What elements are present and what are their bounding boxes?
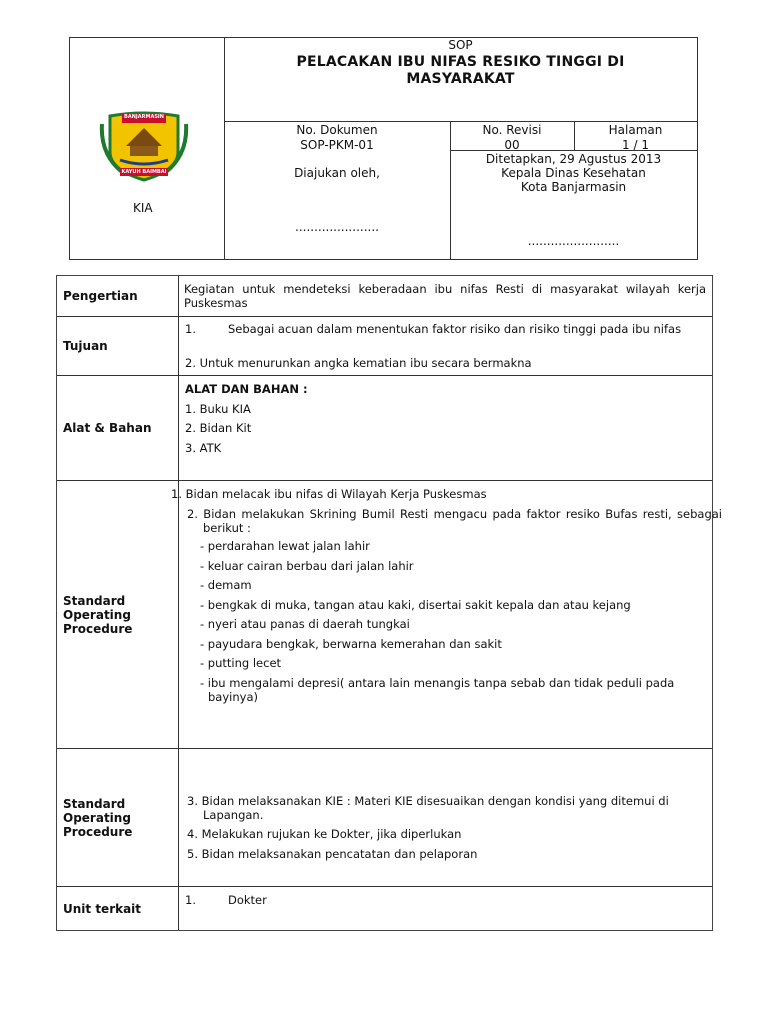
label-sop-2-line1: Standard bbox=[63, 797, 126, 811]
ditetapkan-line2: Kepala Dinas Kesehatan bbox=[501, 166, 646, 180]
label-unit-terkait: Unit terkait bbox=[63, 902, 142, 916]
sop-body-table bbox=[56, 275, 722, 931]
alat-item-3: 3. ATK bbox=[185, 441, 222, 455]
document-title-line2: MASYARAKAT bbox=[406, 71, 515, 87]
unit-item1: Dokter bbox=[228, 893, 267, 907]
no-revisi-value: 00 bbox=[504, 138, 520, 152]
sop-step-1: 1. Bidan melacak ibu nifas di Wilayah Kerja Puskesmas bbox=[171, 487, 487, 501]
label-sop-1-line3: Procedure bbox=[63, 622, 133, 636]
sop-step-4: 4. Melakukan rujukan ke Dokter, jika diperlukan bbox=[187, 827, 462, 841]
unit-kia: KIA bbox=[133, 201, 153, 215]
sop-sign-3: - demam bbox=[200, 578, 252, 592]
sop-sign-1: - perdarahan lewat jalan lahir bbox=[200, 539, 370, 553]
diajukan-label: Diajukan oleh, bbox=[294, 166, 380, 180]
label-sop-2-line3: Procedure bbox=[63, 825, 133, 839]
halaman-value: 1 / 1 bbox=[622, 138, 649, 152]
pengertian-text: Kegiatan untuk mendeteksi keberadaan ibu nifas Resti di masyarakat wilayah kerja Puskesmas bbox=[184, 282, 706, 310]
sop-step-5: 5. Bidan melaksanakan pencatatan dan pelaporan bbox=[187, 847, 478, 861]
no-revisi-label: No. Revisi bbox=[482, 123, 542, 137]
logo-text-bottom: KAYUH BAIMBAI bbox=[121, 169, 167, 175]
alat-heading: ALAT DAN BAHAN : bbox=[185, 382, 308, 396]
tujuan-item1: Sebagai acuan dalam menentukan faktor risiko dan risiko tinggi pada ibu nifas bbox=[228, 322, 682, 336]
sop-sign-4: - bengkak di muka, tangan atau kaki, disertai sakit kepala dan atau kejang bbox=[200, 598, 631, 612]
sop-step-2: 2. Bidan melakukan Skrining Bumil Resti mengacu pada faktor resiko Bufas resti, sebagai berikut : bbox=[187, 507, 722, 535]
logo-text-top: BANJARMASIN bbox=[124, 114, 164, 120]
ditetapkan-line1: Ditetapkan, 29 Agustus 2013 bbox=[485, 152, 662, 166]
sop-sign-8: - ibu mengalami depresi( antara lain menangis tanpa sebab dan tidak peduli pada bayinya) bbox=[200, 676, 675, 704]
sop-label: SOP bbox=[448, 38, 473, 52]
label-tujuan: Tujuan bbox=[63, 339, 108, 353]
banjarmasin-logo bbox=[98, 110, 190, 182]
sop-sign-5: - nyeri atau panas di daerah tungkai bbox=[200, 617, 410, 631]
halaman-label: Halaman bbox=[608, 123, 663, 137]
sop-step-3: 3. Bidan melaksanakan KIE : Materi KIE disesuaikan dengan kondisi yang ditemui di Lapangan. bbox=[187, 794, 669, 822]
diajukan-signature: ...................... bbox=[295, 220, 379, 234]
tujuan-item2: 2. Untuk menurunkan angka kematian ibu secara bermakna bbox=[185, 356, 532, 370]
no-dokumen-value: SOP-PKM-01 bbox=[300, 138, 374, 152]
label-pengertian: Pengertian bbox=[63, 289, 138, 303]
label-sop-2-line2: Operating bbox=[63, 811, 131, 825]
label-sop-1-line2: Operating bbox=[63, 608, 131, 622]
alat-item-1: 1. Buku KIA bbox=[185, 402, 251, 416]
alat-item-2: 2. Bidan Kit bbox=[185, 421, 252, 435]
tujuan-item1-number: 1. bbox=[185, 322, 196, 336]
unit-item1-number: 1. bbox=[185, 893, 196, 907]
sop-sign-6: - payudara bengkak, berwarna kemerahan dan sakit bbox=[200, 637, 502, 651]
ditetapkan-signature: ........................ bbox=[527, 234, 620, 248]
sop-sign-2: - keluar cairan berbau dari jalan lahir bbox=[200, 559, 414, 573]
ditetapkan-line3: Kota Banjarmasin bbox=[520, 180, 627, 194]
label-alat-bahan: Alat & Bahan bbox=[63, 421, 152, 435]
sop-sign-7: - putting lecet bbox=[200, 656, 282, 670]
sop-header bbox=[69, 37, 698, 260]
label-sop-1-line1: Standard bbox=[63, 594, 126, 608]
no-dokumen-label: No. Dokumen bbox=[296, 123, 378, 137]
document-title-line1: PELACAKAN IBU NIFAS RESIKO TINGGI DI bbox=[296, 54, 625, 70]
